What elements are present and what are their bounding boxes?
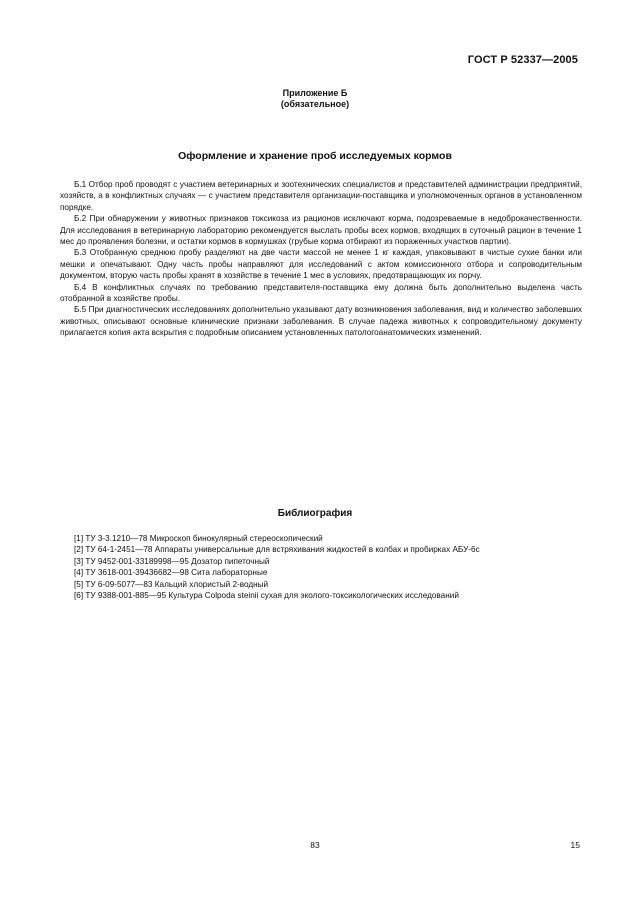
document-code: ГОСТ Р 52337—2005 [467,54,578,66]
bibliography-title: Библиография [277,508,353,519]
bibliography-item: [1] ТУ 3-3.1210—78 Микроскоп бинокулярный стереоскопический [74,534,323,543]
section-body [60,179,582,339]
paragraph-b5: Б.5 При диагностических исследованиях дополнительно указывают дату возникновения заболевания, вид и количество заболевших животных, описывают основные клинические признаки заболевания. В случае падежа животных к сопроводительному документу прилагается копия акта вскрытия с подробным описанием установленных патологоанатомических изменений. [60,305,582,338]
appendix-subtitle: (обязательное) [280,99,350,109]
paragraph-b2: Б.2 При обнаружении у животных признаков токсикоза из рационов исключают корма, подозреваемые в недоброкачественности. Для исследования в ветеринарную лабораторию рекомендуется выслать пробы всех кормов, входящих в суточный рацион в течение 1 мес до проявления болезни, и остатки кормов в кормушках (грубые корма отбирают из пораженных участков партии). [60,214,582,247]
bibliography-list [74,533,594,601]
section-title: Оформление и хранение проб исследуемых кормов [178,150,452,162]
bibliography-item: [4] ТУ 3618-001-39436682—98 Сита лабораторные [74,568,268,578]
paragraph-b4: Б.4 В конфликтных случаях по требованию представителя-поставщика ему должна быть дополнительно выделена часть отобранной в хозяйстве пробы. [60,282,582,304]
bibliography-item: [6] ТУ 9388-001-885—95 Культура Colpoda steinii сухая для эколого-токсикологических исследований [74,591,459,601]
page-number-center: 83 [310,840,320,850]
bibliography-item: [2] ТУ 64-1-2451—78 Аппараты универсальные для встряхивания жидкостей в колбах и пробирках АБУ-6с [74,545,480,555]
page-number-right: 15 [570,840,580,850]
appendix-heading [0,88,630,110]
appendix-title: Приложение Б [282,88,348,98]
bibliography-item: [5] ТУ 6-09-5077—83 Кальций хлористый 2-водный [74,579,269,589]
paragraph-b1: Б.1 Отбор проб проводят с участием ветеринарных и зоотехнических специалистов и представителей администрации предприятий, хозяйств, а в конфликтных случаях — с участием представителя организации-поставщика и уполномоченных органов в установленном порядке. [60,180,582,212]
paragraph-b3: Б.3 Отобранную среднюю пробу разделяют на две части массой не менее 1 кг каждая, упаковывают в чистые сухие банки или мешки и опечатывают. Одну часть пробы направляют для исследований с актом комиссионного отбора и сопроводительным документом, вторую часть пробы хранят в хозяйстве в течение 1 мес в условиях, предотвращающих их порчу. [60,248,582,281]
bibliography-item: [3] ТУ 9452-001-33189998—95 Дозатор пипеточный [74,556,270,566]
